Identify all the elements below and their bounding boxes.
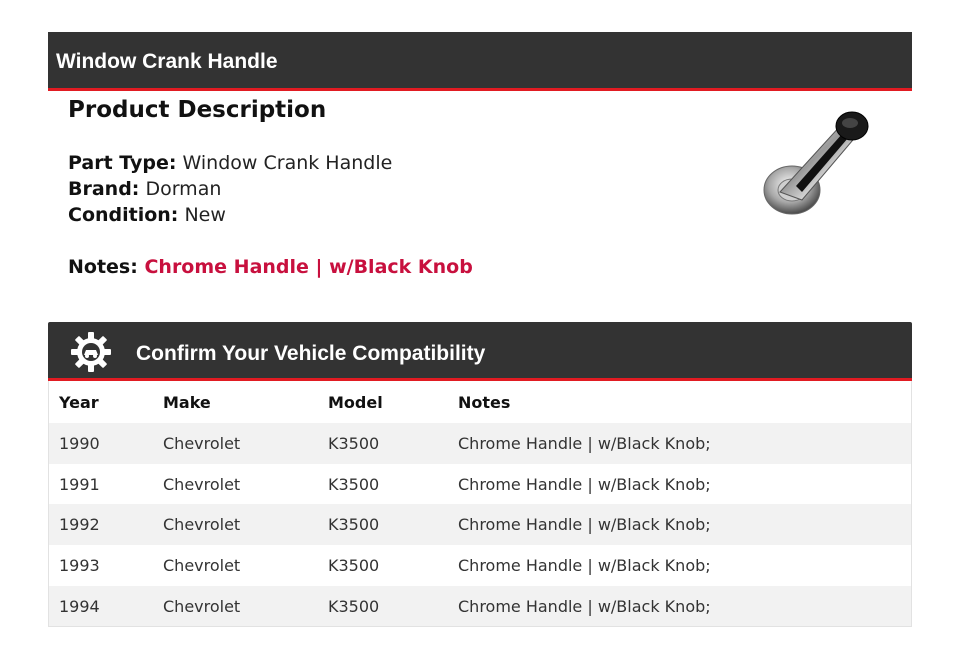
spec-label: Part Type:: [68, 152, 177, 174]
compatibility-title: Confirm Your Vehicle Compatibility: [136, 342, 486, 365]
cell-model: K3500: [328, 515, 380, 535]
table-row: [49, 545, 911, 586]
table-row: [49, 423, 911, 464]
cell-notes: Chrome Handle | w/Black Knob;: [458, 596, 711, 616]
cell-year: 1993: [59, 555, 100, 575]
column-header-notes: Notes: [458, 392, 511, 412]
cell-year: 1992: [59, 515, 100, 535]
spec-label: Brand:: [68, 178, 140, 200]
product-title: Window Crank Handle: [56, 50, 278, 73]
spec-value: Dorman: [145, 178, 222, 200]
table-header-row: [49, 381, 911, 423]
cell-notes: Chrome Handle | w/Black Knob;: [458, 515, 711, 535]
section-heading-description: Product Description: [68, 97, 327, 123]
notes-label: Notes:: [68, 256, 138, 278]
cell-make: Chevrolet: [163, 555, 241, 575]
table-row: [49, 504, 911, 545]
notes-value: Chrome Handle | w/Black Knob: [144, 256, 473, 278]
window-crank-handle-image: [758, 108, 878, 218]
spec-part-type: [68, 150, 392, 176]
column-header-model: Model: [328, 392, 383, 412]
cell-model: K3500: [328, 474, 380, 494]
table-row: [49, 464, 911, 505]
gear-car-icon: [70, 331, 112, 373]
spec-value: New: [184, 204, 226, 226]
cell-model: K3500: [328, 555, 380, 575]
column-header-year: Year: [59, 392, 99, 412]
cell-model: K3500: [328, 433, 380, 453]
product-header: [48, 32, 912, 91]
spec-value: Window Crank Handle: [182, 152, 393, 174]
cell-make: Chevrolet: [163, 596, 241, 616]
cell-year: 1991: [59, 474, 100, 494]
cell-make: Chevrolet: [163, 515, 241, 535]
table-row: [49, 586, 911, 627]
cell-notes: Chrome Handle | w/Black Knob;: [458, 555, 711, 575]
column-header-make: Make: [163, 392, 211, 412]
spec-brand: [68, 176, 221, 202]
spec-label: Condition:: [68, 204, 179, 226]
cell-model: K3500: [328, 596, 380, 616]
spec-condition: [68, 202, 226, 228]
cell-notes: Chrome Handle | w/Black Knob;: [458, 474, 711, 494]
cell-make: Chevrolet: [163, 474, 241, 494]
cell-notes: Chrome Handle | w/Black Knob;: [458, 433, 711, 453]
cell-year: 1994: [59, 596, 100, 616]
cell-make: Chevrolet: [163, 433, 241, 453]
compatibility-table: [48, 381, 912, 627]
cell-year: 1990: [59, 433, 100, 453]
product-notes: [68, 256, 473, 278]
